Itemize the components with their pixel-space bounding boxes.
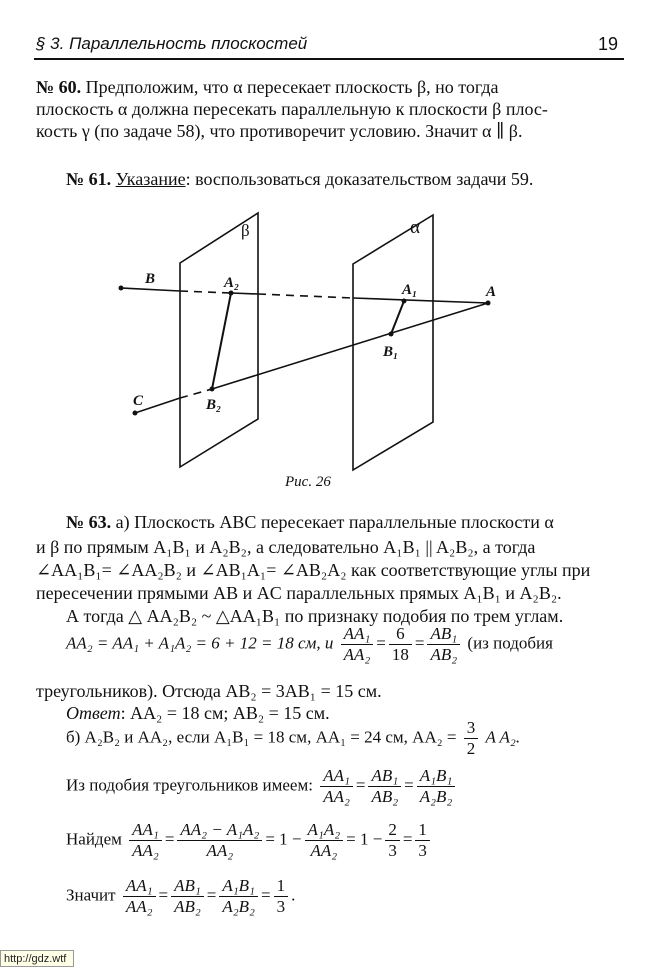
find-frac-3-den: AA₂ bbox=[310, 841, 338, 860]
eq1-suffix: (из подобия bbox=[467, 633, 553, 653]
problem-60-number: № 60. bbox=[36, 77, 82, 97]
label-A: A bbox=[486, 284, 497, 300]
label-C: C bbox=[133, 393, 144, 409]
so-frac-4-num: 1 bbox=[274, 876, 289, 897]
sim-frac-2-num: AB₁ bbox=[368, 766, 401, 787]
sim-frac-2 bbox=[368, 766, 401, 807]
problem-63-line-1 bbox=[66, 511, 618, 533]
find-line: Найдем $\frac{\text{AA₁}}{\text{AA₂}}$ = $\frac{\text{AA₂ − A₁A₂}}{\text{AA₂}}$ = 1 − $\frac{\text{A₁A₂}}{\text{AA₂}}$ = 1 − $\frac{2}{3}$ = $\frac{1}{3}$ bbox=[66, 820, 433, 861]
eq1-frac-1-den: AA₂ bbox=[343, 645, 371, 664]
page-number: 19 bbox=[597, 34, 618, 54]
eq1-frac-2 bbox=[389, 624, 412, 665]
part-b-suffix: A A₂. bbox=[485, 727, 521, 747]
problem-63-line-7: треугольников). Отсюда AB₂ = 3AB₁ = 15 см. bbox=[36, 681, 382, 701]
part-b-frac-num: 3 bbox=[464, 718, 479, 739]
label-B1: B₁ bbox=[383, 344, 399, 360]
find-mid-2: = 1 − bbox=[346, 829, 383, 849]
sim-frac-3-den: A₂B₂ bbox=[419, 787, 453, 806]
eq1-text: AA₂ = AA₁ + A₁A₂ = 6 + 12 = 18 см, и bbox=[66, 633, 334, 653]
point-B bbox=[119, 286, 124, 291]
so-frac-2-den: AB₂ bbox=[174, 897, 201, 916]
problem-63-text-1: а) Плоскость ABC пересекает параллельные плоскости α bbox=[115, 512, 554, 532]
line-BA-hidden bbox=[180, 291, 231, 293]
sim-frac-1 bbox=[320, 766, 353, 807]
find-frac-4-den: 3 bbox=[388, 841, 397, 860]
answer-label: Ответ bbox=[66, 703, 121, 723]
eq1-frac-1 bbox=[341, 624, 374, 665]
find-frac-5-num: 1 bbox=[415, 820, 430, 841]
equation-line-1: AA₂ = AA₁ + A₁A₂ = 6 + 12 = 18 см, и $\frac{\text{AA₁}}{\text{AA₂}}$ = $\frac{6}{18}$ = $\frac{\text{AB₁}}{\text{AB₂}}$ (из подобия bbox=[66, 624, 553, 664]
eq1-frac-2-num: 6 bbox=[389, 624, 412, 645]
problem-61-number: № 61. bbox=[66, 169, 112, 189]
line-CA-main bbox=[212, 303, 488, 389]
so-frac-4 bbox=[274, 876, 289, 917]
problem-61-text: : воспользоваться доказательством задачи 59. bbox=[185, 169, 534, 189]
find-frac-2 bbox=[177, 820, 262, 861]
find-frac-4-num: 2 bbox=[385, 820, 400, 841]
so-frac-3-num: A₁B₁ bbox=[219, 876, 258, 897]
so-frac-3-den: A₂B₂ bbox=[222, 897, 255, 916]
line-BA-outer bbox=[121, 288, 180, 291]
answer-text: : AA₂ = 18 см; AB₂ = 15 см. bbox=[120, 703, 330, 723]
hint-label: Указание bbox=[115, 169, 186, 189]
eq1-frac-3-num: AB₁ bbox=[427, 624, 460, 645]
problem-63-line-5: А тогда △ AA₂B₂ ~ △AA₁B₁ по признаку подобия по трем углам. bbox=[66, 606, 564, 626]
find-text: Найдем bbox=[66, 829, 122, 849]
line-BA-between bbox=[258, 294, 353, 298]
line-BA-front bbox=[231, 293, 258, 294]
watermark-link[interactable]: http://gdz.wtf bbox=[0, 950, 74, 967]
plane-alpha bbox=[353, 215, 433, 470]
find-mid-1: = 1 − bbox=[265, 829, 302, 849]
point-B1 bbox=[389, 332, 394, 337]
line-BA-alpha bbox=[353, 298, 488, 303]
eq1-frac-1-num: AA₁ bbox=[341, 624, 374, 645]
point-A bbox=[486, 301, 491, 306]
point-B2 bbox=[210, 387, 215, 392]
part-b-text: б) A₂B₂ и AA₂, если A₁B₁ = 18 см, AA₁ = 24 см, AA₂ = bbox=[66, 727, 457, 747]
so-frac-1-den: AA₂ bbox=[125, 897, 153, 916]
find-frac-1-den: AA₂ bbox=[132, 841, 159, 860]
eq1-frac-2-den: 18 bbox=[391, 645, 409, 664]
part-b-frac-den: 2 bbox=[466, 739, 476, 758]
sim-frac-2-den: AB₂ bbox=[371, 787, 399, 806]
problem-63-number: № 63. bbox=[66, 512, 112, 532]
problem-60-line-2: плоскость α должна пересекать параллельную к плоскости β плос- bbox=[36, 99, 548, 119]
label-B: B bbox=[145, 271, 156, 287]
find-frac-2-den: AA₂ bbox=[206, 841, 234, 860]
so-frac-1 bbox=[123, 876, 156, 917]
find-frac-2-num: AA₂ − A₁A₂ bbox=[177, 820, 262, 841]
label-A1: A₁ bbox=[402, 282, 418, 298]
eq1-frac-3 bbox=[427, 624, 460, 665]
label-beta: β bbox=[241, 221, 250, 240]
sim-frac-3-num: A₁B₁ bbox=[417, 766, 456, 787]
point-A2 bbox=[229, 291, 234, 296]
problem-63-line-3: ∠AA₁B₁= ∠AA₂B₂ и ∠AB₁A₁= ∠AB₂A₂ как соответствующие углы при bbox=[36, 560, 591, 580]
conclusion-text: Значит bbox=[66, 885, 116, 905]
find-frac-1-num: AA₁ bbox=[129, 820, 162, 841]
eq1-frac-3-den: AB₂ bbox=[430, 645, 458, 664]
similarity-line: Из подобия треугольников имеем: $\frac{\text{AA₁}}{\text{AA₂}}$ = $\frac{\text{AB₁}}{\text{AB₂}}$ = $\frac{\text{A₁B₁}}{\text{A₂B₂}}$ bbox=[66, 766, 458, 807]
segment-A2B2 bbox=[212, 293, 231, 389]
so-frac-4-den: 3 bbox=[276, 897, 286, 916]
problem-60-line-3: кость γ (по задаче 58), что противоречит условию. Значит α ∥ β. bbox=[36, 121, 523, 141]
find-frac-5 bbox=[415, 820, 430, 861]
sim-frac-3 bbox=[417, 766, 456, 807]
find-frac-1 bbox=[129, 820, 162, 861]
so-frac-3 bbox=[219, 876, 258, 917]
find-frac-4 bbox=[385, 820, 400, 861]
so-frac-2-num: AB₁ bbox=[171, 876, 204, 897]
label-alpha: α bbox=[410, 217, 420, 238]
figure-caption: Рис. 26 bbox=[285, 474, 331, 490]
conclusion-line: Значит $\frac{\text{AA₁}}{\text{AA₂}}$ = $\frac{\text{AB₁}}{\text{AB₂}}$ = $\frac{\text{A₁B₁}}{\text{A₂B₂}}$ = $\frac{1}{3}$ . bbox=[66, 876, 296, 916]
so-frac-1-num: AA₁ bbox=[123, 876, 156, 897]
so-frac-2 bbox=[171, 876, 204, 917]
label-A2: A₂ bbox=[224, 275, 240, 291]
plane-beta bbox=[180, 213, 258, 467]
sim-frac-1-num: AA₁ bbox=[320, 766, 353, 787]
point-C bbox=[133, 411, 138, 416]
similarity-text: Из подобия треугольников имеем: bbox=[66, 775, 313, 795]
part-b-line bbox=[66, 718, 520, 759]
sim-frac-1-den: AA₂ bbox=[323, 787, 350, 806]
running-header-title: § 3. Параллельность плоскостей bbox=[36, 34, 308, 53]
find-frac-3 bbox=[305, 820, 344, 861]
label-B2: B₂ bbox=[206, 397, 222, 413]
point-A1 bbox=[402, 299, 407, 304]
find-frac-5-den: 3 bbox=[418, 841, 427, 860]
problem-63-line-4: пересечении прямыми AB и AC параллельных прямых A₁B₁ и A₂B₂. bbox=[36, 583, 562, 603]
part-b-frac bbox=[464, 718, 479, 759]
problem-63-line-2: и β по прямым A₁B₁ и A₂B₂, а следовательно A₁B₁ || A₂B₂, а тогда bbox=[36, 537, 536, 557]
find-frac-3-num: A₁A₂ bbox=[305, 820, 344, 841]
problem-60-text-1: Предположим, что α пересекает плоскость β, но тогда bbox=[85, 77, 499, 97]
